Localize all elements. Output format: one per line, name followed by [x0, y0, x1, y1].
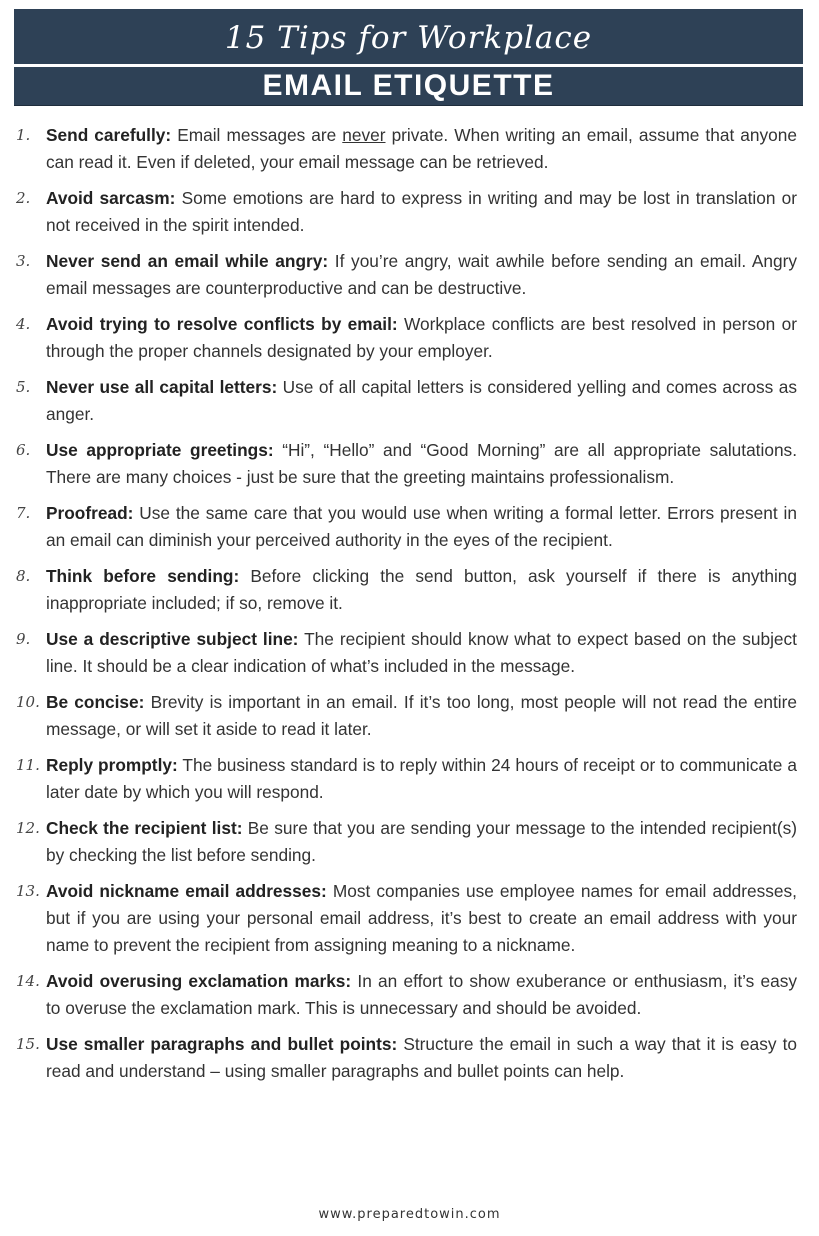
tip-text: Be sure that you are sending your message to the intended recipient(s) by checking the list before sending. [46, 818, 797, 865]
tip-number: 10. [16, 693, 40, 711]
tip-item-14 [16, 968, 797, 1022]
tip-item-6 [16, 437, 797, 491]
tip-title: Avoid sarcasm: [46, 188, 176, 208]
tip-number: 8. [16, 567, 31, 585]
tip-text: The recipient should know what to expect based on the subject line. It should be a clear indication of what’s included in the message. [46, 629, 797, 676]
tip-title: Be concise: [46, 692, 145, 712]
tip-item-12 [16, 815, 797, 869]
tip-number: 14. [16, 972, 40, 990]
tip-title: Avoid overusing exclamation marks: [46, 971, 352, 991]
tip-number: 2. [16, 189, 31, 207]
tip-text: Brevity is important in an email. If it’s too long, most people will not read the entire message, or will set it aside to read it later. [46, 692, 797, 739]
tip-title: Proofread: [46, 503, 134, 523]
tip-number: 7. [16, 504, 31, 522]
tip-text: “Hi”, “Hello” and “Good Morning” are all appropriate salutations. There are many choices - just be sure that the greeting maintains professionalism. [46, 440, 797, 487]
tip-text: In an effort to show exuberance or enthusiasm, it’s easy to overuse the exclamation mark. This is unnecessary and should be avoided. [46, 971, 798, 1018]
tip-item-2 [16, 185, 797, 239]
tip-item-15 [16, 1031, 797, 1085]
tips-list [16, 122, 797, 1094]
tip-title: Use a descriptive subject line: [46, 629, 299, 649]
tip-title: Reply promptly: [46, 755, 178, 775]
tip-text: Structure the email in such a way that it is easy to read and understand – using smaller paragraphs and bullet points can help. [46, 1034, 797, 1081]
header-subtitle: 15 Tips for Workplace [224, 20, 593, 56]
tip-number: 15. [16, 1035, 40, 1053]
tip-item-4 [16, 311, 797, 365]
tip-text: Use of all capital letters is considered yelling and comes across as anger. [46, 377, 797, 424]
tip-text: The business standard is to reply within 24 hours of receipt or to communicate a later date by which you will respond. [46, 755, 797, 802]
tip-text: Before clicking the send button, ask yourself if there is anything inappropriate included; if so, remove it. [46, 566, 798, 613]
tip-number: 4. [16, 315, 31, 333]
tip-title: Never use all capital letters: [46, 377, 278, 397]
tip-text: private. When writing an email, assume that anyone can read it. Even if deleted, your email message can be retrieved. [46, 125, 797, 172]
tip-text: Some emotions are hard to express in writing and may be lost in translation or not received in the spirit intended. [46, 188, 797, 235]
tip-number: 11. [16, 756, 40, 774]
tip-text: If you’re angry, wait awhile before sending an email. Angry email messages are counterproductive and can be destructive. [46, 251, 797, 298]
tip-title: Think before sending: [46, 566, 240, 586]
tip-item-5 [16, 374, 797, 428]
tip-number: 6. [16, 441, 31, 459]
tip-title: Never send an email while angry: [46, 251, 329, 271]
tip-item-3 [16, 248, 797, 302]
tip-text: Email messages are [171, 125, 343, 145]
tip-number: 5. [16, 378, 31, 396]
tip-item-8 [16, 563, 797, 617]
tip-title: Send carefully: [46, 125, 172, 145]
tip-text: Workplace conflicts are best resolved in person or through the proper channels designated by your employer. [46, 314, 797, 361]
tip-emphasis: never [342, 125, 386, 145]
tip-item-11 [16, 752, 797, 806]
tip-title: Use smaller paragraphs and bullet points: [46, 1034, 398, 1054]
tip-title: Use appropriate greetings: [46, 440, 274, 460]
tip-item-9 [16, 626, 797, 680]
tip-text: Use the same care that you would use when writing a formal letter. Errors present in an email can diminish your perceived authority in the eyes of the recipient. [46, 503, 797, 550]
tip-number: 9. [16, 630, 31, 648]
header-banner [14, 9, 803, 106]
tip-item-13 [16, 878, 797, 959]
tip-number: 1. [16, 126, 31, 144]
tip-item-10 [16, 689, 797, 743]
footer-website: www.preparedtowin.com [318, 1207, 501, 1222]
tip-title: Avoid trying to resolve conflicts by email: [46, 314, 398, 334]
tip-title: Check the recipient list: [46, 818, 243, 838]
tip-text: Most companies use employee names for email addresses, but if you are using your personal email address, it’s best to create an email address with your name to prevent the recipient from assigning meaning to a nickname. [46, 881, 797, 955]
tip-title: Avoid nickname email addresses: [46, 881, 327, 901]
tip-number: 13. [16, 882, 40, 900]
header-title: EMAIL ETIQUETTE [262, 69, 555, 102]
tip-item-1 [16, 122, 797, 176]
tip-item-7 [16, 500, 797, 554]
tip-number: 12. [16, 819, 40, 837]
tip-number: 3. [16, 252, 31, 270]
